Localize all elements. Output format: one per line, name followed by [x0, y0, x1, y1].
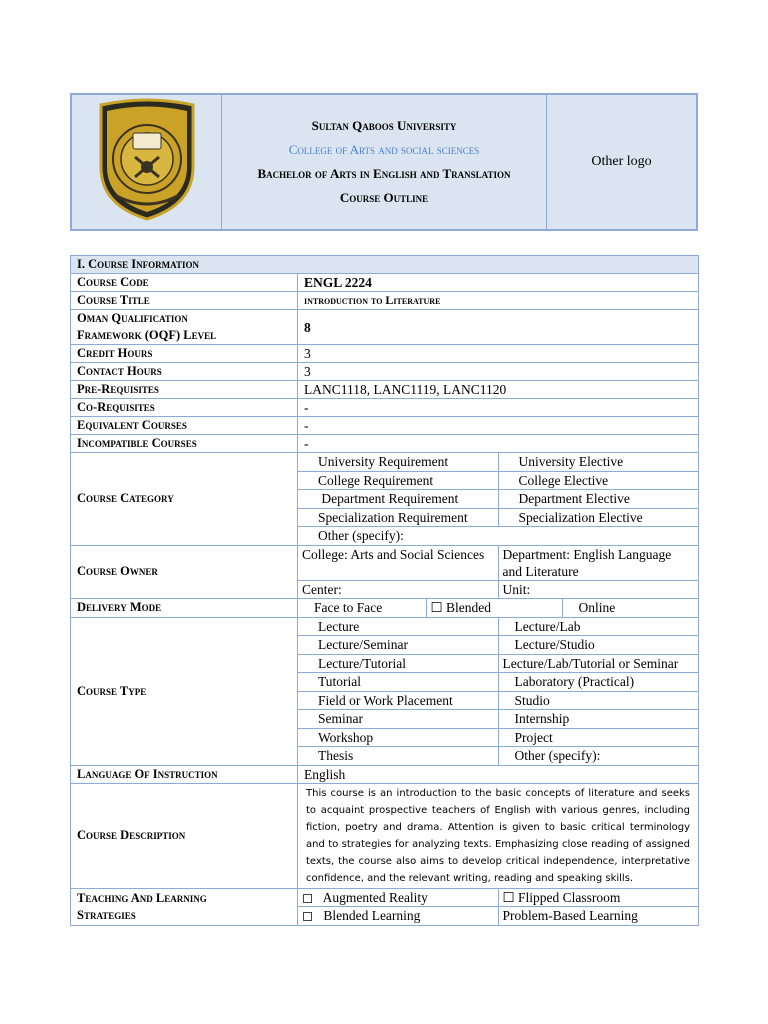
strategies-label — [71, 888, 298, 925]
category-option[interactable]: Specialization Elective — [498, 508, 698, 527]
course-type-options — [298, 617, 699, 765]
category-other-option[interactable]: Other (specify): — [318, 528, 404, 544]
strategy-option[interactable]: ◻ Augmented Reality — [298, 889, 498, 907]
university-crest-cell — [72, 95, 222, 230]
equivalent-courses-value: - — [298, 417, 699, 435]
course-type-option[interactable]: Lecture/Lab — [498, 618, 698, 636]
program-name: Bachelor of Arts in English and Translation — [257, 166, 511, 181]
owner-department: Department: English Language and Literature — [498, 546, 698, 581]
category-option[interactable]: Specialization Requirement — [298, 508, 498, 527]
owner-unit: Unit: — [502, 581, 531, 597]
category-option[interactable]: Department Elective — [498, 490, 698, 509]
strategies-label-line-1: Teaching And Learning — [77, 890, 207, 905]
course-title-value: introduction to Literature — [298, 292, 699, 310]
equivalent-courses-label: Equivalent Courses — [71, 417, 298, 435]
category-option[interactable]: University Requirement — [298, 453, 498, 471]
course-type-option[interactable]: Lecture/Tutorial — [298, 654, 498, 673]
language-label: Language Of Instruction — [71, 765, 298, 783]
course-code-value: ENGL 2224 — [298, 274, 699, 292]
section-title: I. Course Information — [71, 256, 699, 274]
course-code-label: Course Code — [71, 274, 298, 292]
course-type-option[interactable]: Other (specify): — [514, 748, 601, 764]
credit-hours-value: 3 — [298, 345, 699, 363]
prerequisites-label: Pre-Requisites — [71, 381, 298, 399]
incompatible-courses-value: - — [298, 435, 699, 453]
course-type-option[interactable]: Project — [498, 728, 698, 747]
course-description-text: This course is an introduction to the basic concepts of literature and seeks to acquaint prospective teachers of English with various genres, including fiction, poetry and drama. Attention is given to basic critical terminology and to strategies for analyzing texts. Emphasizing close reading of assigned texts, the course also aims to develop critical independence, interpretative confidence, and the relevant writing, reading and speaking skills. — [298, 783, 699, 888]
document-header — [70, 93, 698, 231]
course-type-option[interactable]: Lecture/Lab/Tutorial or Seminar — [498, 654, 698, 673]
course-type-option[interactable]: Lecture — [298, 618, 498, 636]
delivery-online[interactable]: Online — [578, 600, 616, 616]
course-description-label: Course Description — [71, 783, 298, 888]
university-crest-icon — [95, 97, 199, 223]
course-type-option[interactable]: Lecture/Seminar — [298, 636, 498, 655]
category-option[interactable]: University Elective — [498, 453, 698, 471]
strategy-option[interactable]: ◻ Blended Learning — [298, 907, 498, 925]
document-type: Course Outline — [339, 190, 429, 205]
owner-center: Center: — [298, 580, 498, 598]
strategies-options — [298, 888, 699, 925]
college-name: College of Arts and social sciences — [288, 142, 480, 157]
course-title-label: Course Title — [71, 292, 298, 310]
corequisites-value: - — [298, 399, 699, 417]
contact-hours-value: 3 — [298, 363, 699, 381]
other-logo-placeholder: Other logo — [547, 95, 697, 230]
strategies-label-line-2: Strategies — [77, 907, 136, 922]
course-owner-label: Course Owner — [71, 545, 298, 599]
strategy-option[interactable]: ☐ Flipped Classroom — [498, 889, 698, 907]
course-type-option[interactable]: Field or Work Placement — [298, 691, 498, 710]
contact-hours-label: Contact Hours — [71, 363, 298, 381]
course-type-option[interactable]: Thesis — [298, 747, 498, 765]
oqf-level-value: 8 — [298, 310, 699, 345]
oqf-label-line-1: Oman Qualification — [77, 311, 188, 325]
prerequisites-value: LANC1118, LANC1119, LANC1120 — [298, 381, 699, 399]
credit-hours-label: Credit Hours — [71, 345, 298, 363]
oqf-label-line-2: Framework (OQF) Level — [77, 328, 217, 342]
category-option[interactable]: Department Requirement — [298, 490, 498, 509]
course-type-option[interactable]: Workshop — [298, 728, 498, 747]
delivery-mode-options — [298, 599, 699, 618]
course-type-option[interactable]: Seminar — [298, 710, 498, 729]
course-owner-details — [298, 545, 699, 599]
owner-college: College: Arts and Social Sciences — [298, 546, 498, 581]
course-category-label: Course Category — [71, 453, 298, 546]
corequisites-label: Co-Requisites — [71, 399, 298, 417]
delivery-face-to-face[interactable]: Face to Face — [298, 599, 426, 617]
course-type-label: Course Type — [71, 617, 298, 765]
oqf-level-label — [71, 310, 298, 345]
course-type-option[interactable]: Lecture/Studio — [498, 636, 698, 655]
university-name: Sultan Qaboos University — [311, 118, 457, 133]
course-type-option[interactable]: Internship — [498, 710, 698, 729]
course-type-option[interactable]: Laboratory (Practical) — [498, 673, 698, 692]
header-title-block — [222, 95, 547, 230]
delivery-mode-label: Delivery Mode — [71, 599, 298, 618]
course-category-options — [298, 453, 699, 546]
category-option[interactable]: College Requirement — [298, 471, 498, 490]
delivery-blended[interactable]: ☐ Blended — [426, 599, 562, 617]
language-value: English — [298, 765, 699, 783]
course-type-option[interactable]: Tutorial — [298, 673, 498, 692]
course-type-option[interactable]: Studio — [498, 691, 698, 710]
category-option[interactable]: College Elective — [498, 471, 698, 490]
incompatible-courses-label: Incompatible Courses — [71, 435, 298, 453]
strategy-option[interactable]: Problem-Based Learning — [502, 908, 638, 924]
course-information-table — [70, 255, 699, 926]
